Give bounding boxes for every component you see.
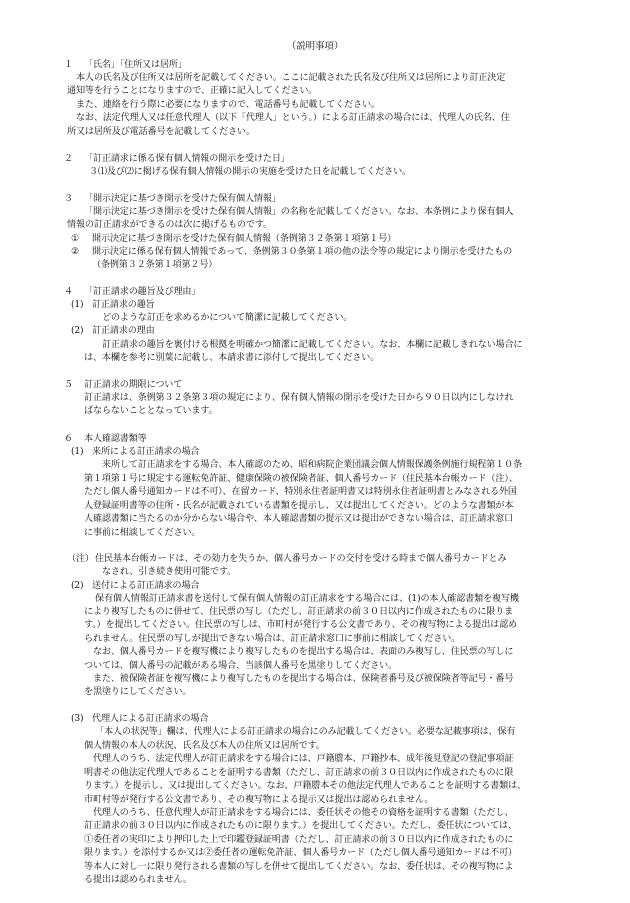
text-line: 情報の訂正請求ができるのは次に掲げるものです。 bbox=[67, 220, 272, 230]
section-6-heading: 本人確認書類等 bbox=[84, 434, 147, 444]
section-1-heading: 「氏名」「住所又は居所」 bbox=[84, 60, 187, 70]
section-3-body-cont bbox=[67, 219, 272, 232]
text-line: （条例第３２条第１項第２号） bbox=[92, 260, 218, 271]
section-1-number: １ bbox=[64, 60, 73, 70]
section-4-item-1-mark: (1) bbox=[71, 300, 84, 310]
section-3-item-2-mark: ② bbox=[71, 247, 80, 257]
text-line: 代理人のうち、法定代理人が訂正請求をする場合には、戸籍謄本、戸籍抄本、成年後見登記の登記事項証 bbox=[84, 754, 514, 765]
section-3-item-1-mark: ① bbox=[71, 234, 80, 244]
section-6-1-note-cont bbox=[102, 566, 236, 579]
text-line: は、本欄を参考に別葉に記載し、本請求書に添付して提出してください。 bbox=[84, 353, 380, 363]
text-line: ３⑴及び⑵に掲げる保有個人情報の開示の実施を受けた日を記載してください。 bbox=[89, 167, 411, 177]
section-6-1-note-mark: （注） bbox=[67, 554, 94, 564]
text-line: 住民基本台帳カードは、その効力を失うか、個人番号カードの交付を受ける時まで個人番号カードとみ bbox=[95, 554, 507, 564]
section-3-body bbox=[84, 206, 513, 219]
text-line: 限ります。）を添付するか又は②委任者の運転免許証、個人番号カード（ただし個人番号通知カードは不可） bbox=[84, 848, 517, 859]
section-3-heading: 「開示決定に基づき開示を受けた保有個人情報」 bbox=[84, 194, 281, 204]
section-6-2-body-first bbox=[95, 593, 519, 606]
section-4-item-1-body bbox=[102, 312, 352, 325]
text-line: 本人の氏名及び住所又は居所を記載してください。ここに記載された氏名及び住所又は居所により訂正決定 bbox=[67, 73, 506, 83]
section-6-1-title: 来所による訂正請求の場合 bbox=[92, 447, 200, 457]
section-6-2-body bbox=[84, 606, 517, 700]
text-line: 通知等を行うことになりますので、正確に記入してください。 bbox=[67, 86, 318, 97]
section-2-number: ２ bbox=[64, 154, 73, 164]
section-2-heading: 「訂正請求に係る保有個人情報の開示を受けた日」 bbox=[84, 154, 290, 164]
text-line: に事前に相談してください。 bbox=[84, 527, 201, 538]
section-6-2-mark: (2) bbox=[71, 581, 84, 591]
section-4-item-2-mark: (2) bbox=[71, 326, 84, 336]
text-line: られません。住民票の写しが提出できない場合は、訂正請求窓口に事前に相談してください。 bbox=[84, 633, 461, 644]
page-title: （説明事項） bbox=[286, 41, 344, 52]
text-line: 所又は居所及び電話番号を記載してください。 bbox=[67, 126, 255, 137]
section-3-item-1 bbox=[92, 233, 396, 246]
section-6-1-body-first bbox=[102, 459, 522, 472]
section-6-1-mark: (1) bbox=[71, 447, 84, 457]
text-line: 人確認書類に当たるのか分からない場合や、本人確認書類の提示又は提出ができない場合は、訂正請求窓口 bbox=[84, 514, 514, 525]
section-6-1-note bbox=[95, 553, 506, 566]
section-6-1-body bbox=[84, 473, 518, 540]
text-line: 開示決定に係る保有個人情報であって、条例第３０条第１項の他の法令等の規定により開示を受けたもの bbox=[92, 247, 513, 257]
text-line: 明書その他法定代理人であることを証明する書類（ただし、訂正請求の前３０日以内に作成されたものに限 bbox=[84, 767, 514, 778]
text-line: ①委任者の実印により押印した上で印鑑登録証明書（ただし、訂正請求の前３０日以内に作成されたものに bbox=[84, 834, 514, 845]
text-line: 「本人の状況等」欄は、代理人による訂正請求の場合にのみ記載してください。必要な記載事項は、保有 bbox=[95, 727, 516, 737]
section-4-item-2-body-cont bbox=[84, 352, 379, 365]
text-line: 第１項第１号に規定する運転免許証、健康保険の被保険者証、個人番号カード（住民基本台帳カード（注）、 bbox=[84, 474, 518, 484]
section-5-number: ５ bbox=[64, 380, 73, 390]
text-line: また、連絡を行う際に必要になりますので、電話番号も記載してください。 bbox=[67, 99, 380, 110]
section-4-heading: 「訂正請求の趣旨及び理由」 bbox=[84, 287, 201, 297]
text-line: なされ、引き続き使用可能です。 bbox=[102, 567, 236, 577]
text-line: 等本人に対し一に限り発行される書類の写しを併せて提出してください。なお、委任状は、その複写物によ bbox=[84, 861, 514, 872]
section-6-2-title: 送付による訂正請求の場合 bbox=[92, 581, 200, 591]
text-line: なお、法定代理人又は任意代理人（以下「代理人」という。）による訂正請求の場合には、代理人の氏名、住 bbox=[67, 113, 510, 124]
text-line: 市町村等が発行する公文書であり、その複写物による提示又は提出は認められません。 bbox=[84, 794, 434, 805]
text-line: を黒塗りにしてください。 bbox=[84, 687, 192, 698]
section-5-body bbox=[84, 392, 513, 419]
section-1-body bbox=[67, 72, 510, 139]
section-4-item-2-title: 訂正請求の理由 bbox=[92, 326, 155, 336]
text-line: す。）を提出してください。住民票の写しは、市町村が発行する公文書であり、その複写物による提出は認め bbox=[84, 620, 517, 631]
section-6-3-body-first bbox=[95, 726, 515, 739]
text-line: 人登録証明書等の住所・氏名が記載されている書類を提示し、又は提出してください。どのような書類が本 bbox=[84, 500, 514, 511]
text-line: 来所して訂正請求をする場合、本人確認のため、昭和病院企業団議会個人情報保護条例施行規程第１０条 bbox=[102, 460, 522, 470]
text-line: なお、個人番号カードを複写機により複写したものを提出する場合は、表面のみ複写し、住民票の写しに bbox=[84, 647, 514, 658]
text-line: る提出は認められません。 bbox=[84, 875, 192, 886]
text-line: どのような訂正を求めるかについて簡潔に記載してください。 bbox=[102, 313, 353, 323]
text-line: また、被保険者証を複写機により複写したものを提出する場合は、保険者番号及び被保険者等記号・番号 bbox=[84, 674, 514, 685]
section-3-item-2 bbox=[92, 246, 512, 273]
section-5-heading: 訂正請求の期限について bbox=[84, 380, 183, 390]
section-2-body bbox=[89, 166, 411, 179]
text-line: 訂正請求は、条例第３２条第３項の規定により、保有個人情報の開示を受けた日から９０日以内にしなけれ bbox=[84, 393, 514, 403]
text-line: により複写したものに併せて、住民票の写し（ただし、訂正請求の前３０日以内に作成されたものに限りま bbox=[84, 607, 514, 617]
section-6-3-mark: (3) bbox=[71, 714, 84, 724]
section-6-3-body bbox=[84, 740, 526, 887]
text-line: 訂正請求の趣旨を裏付ける根拠を明確かつ簡潔に記載してください。なお、本欄に記載しきれない場合に bbox=[102, 340, 523, 350]
section-6-number: ６ bbox=[64, 434, 73, 444]
text-line: 保有個人情報訂正請求書を送付して保有個人情報の訂正請求をする場合には、(1)の本人確認書類を複写機 bbox=[95, 594, 519, 604]
section-3-number: ３ bbox=[64, 194, 73, 204]
text-line: ります。）を提示し、又は提出してください。なお、戸籍謄本その他法定代理人であることを証明する書類は、 bbox=[84, 781, 526, 792]
section-6-3-title: 代理人による訂正請求の場合 bbox=[92, 714, 209, 724]
text-line: ばならないこととなっています。 bbox=[84, 406, 218, 417]
section-4-item-1-title: 訂正請求の趣旨 bbox=[92, 300, 155, 310]
text-line: 個人情報の本人の状況、氏名及び本人の住所又は居所です。 bbox=[84, 741, 325, 751]
text-line: 「開示決定に基づき開示を受けた保有個人情報」の名称を記載してください。なお、本条例により保有個人 bbox=[84, 207, 514, 217]
text-line: 訂正請求の前３０日以内に作成されたものに限ります。）を提出してください。ただし、委任状については、 bbox=[84, 821, 517, 832]
text-line: ついては、個人番号の記載がある場合、当該個人番号を黒塗りしてください。 bbox=[84, 660, 398, 671]
text-line: 開示決定に基づき開示を受けた保有個人情報（条例第３２条第１項第１号） bbox=[92, 234, 397, 244]
text-line: ただし個人番号通知カードは不可）、在留カード、特別永住者証明書又は特別永住者証明書とみなされる外国 bbox=[84, 487, 517, 498]
section-4-number: ４ bbox=[64, 287, 73, 297]
section-4-item-2-body bbox=[102, 339, 522, 352]
text-line: 代理人のうち、任意代理人が訂正請求をする場合には、委任状その他その資格を証明する書類（ただし、 bbox=[84, 808, 514, 819]
